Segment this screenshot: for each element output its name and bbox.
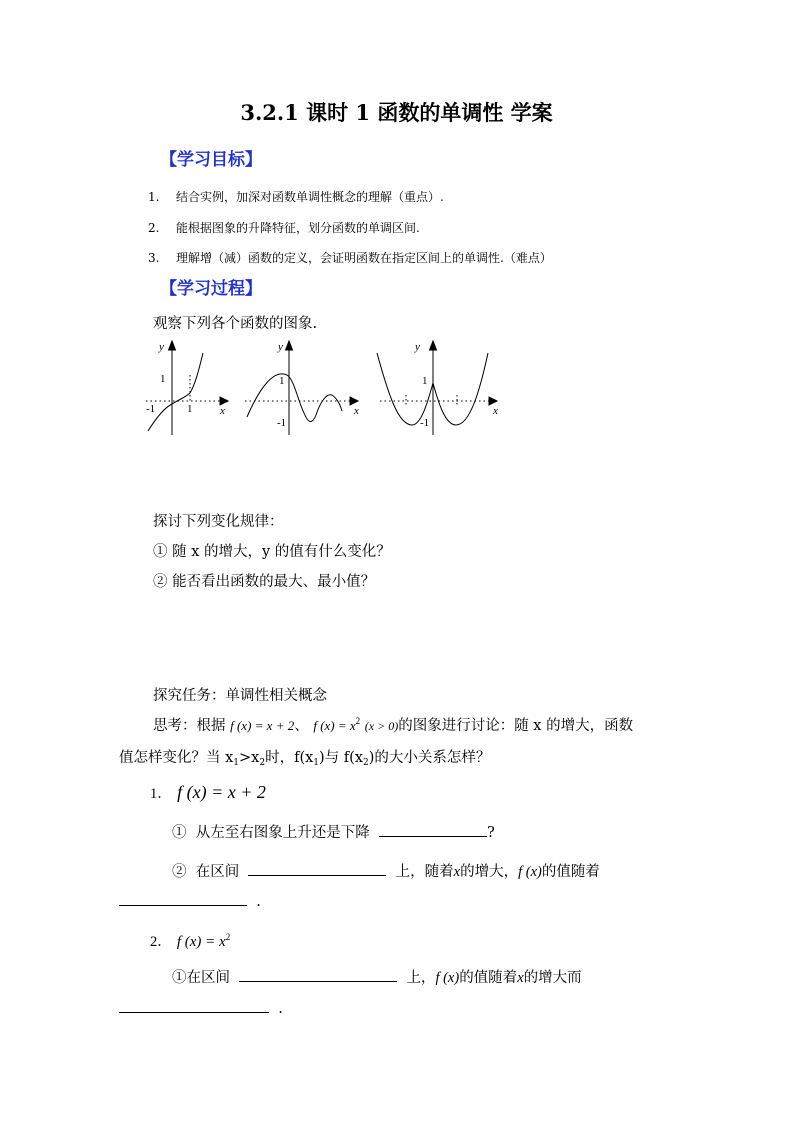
item-1-formula: f (x) = x + 2 <box>177 782 266 802</box>
period: . <box>278 1001 283 1017</box>
graph1-y-arrow <box>169 341 176 350</box>
question-text: 上，随着 <box>395 864 454 880</box>
subscript: 1 <box>233 758 240 768</box>
graph2-one-label: 1 <box>279 375 285 387</box>
objective-number: 2. <box>148 221 160 235</box>
item-2-question-1-continued <box>119 1000 283 1017</box>
graph1-neg-one-label: -1 <box>146 403 156 415</box>
function-graphs-figure <box>140 335 510 440</box>
graph3-x-label: x <box>493 405 498 417</box>
question-text: 在区间 <box>195 864 240 880</box>
objective-item <box>148 219 420 236</box>
think-formula-1: f (x) = x + 2 <box>230 718 295 733</box>
graph1-curve <box>148 353 203 431</box>
question-text: 的增大， <box>460 864 519 880</box>
answer-blank[interactable] <box>379 824 487 837</box>
graph1-x-one-label: 1 <box>187 403 193 415</box>
question-text: 的值随着 <box>541 864 600 880</box>
task-heading: 探究任务：单调性相关概念 <box>153 688 327 704</box>
objective-text: 结合实例，加深对函数单调性概念的理解（重点）. <box>176 190 444 204</box>
discuss-intro: 探讨下列变化规律： <box>153 514 284 530</box>
graph1-y-label: y <box>159 341 164 353</box>
question-text: 的值随着 <box>459 970 518 986</box>
graph1-x-arrow <box>220 397 228 405</box>
think-formula-2: f (x) = x <box>313 718 356 733</box>
item-1-question-1 <box>172 821 495 842</box>
subscript: 1 <box>313 758 320 768</box>
objective-item <box>148 249 552 266</box>
graph2-y-arrow <box>286 341 293 350</box>
item-1-heading <box>150 782 266 803</box>
graph2-x-arrow <box>350 397 358 405</box>
graph2-x-label: x <box>354 405 359 417</box>
question-1: ① 随 x 的增大，y 的值有什么变化？ <box>153 544 391 560</box>
think-line2-text: )的大小关系怎样？ <box>368 750 491 766</box>
think-line2-text: 时，f(x <box>265 750 314 766</box>
item-2-exp: 2 <box>225 932 231 942</box>
answer-blank[interactable] <box>248 863 386 876</box>
circled-two-mark: ② <box>172 864 187 880</box>
question-text: 从左至右图象上升还是下降 <box>195 825 370 841</box>
objective-text: 能根据图象的升降特征，划分函数的单调区间. <box>176 221 420 235</box>
item-2-question-1 <box>172 966 582 987</box>
graph3-one-label: 1 <box>422 375 428 387</box>
answer-blank[interactable] <box>119 1000 269 1013</box>
question-2: ② 能否看出函数的最大、最小值？ <box>153 574 376 590</box>
think-formula-2-exp: 2 <box>355 716 361 726</box>
answer-blank[interactable] <box>239 969 397 982</box>
graph2-y-label: y <box>278 341 283 353</box>
item-1-number: 1． <box>150 786 172 802</box>
question-text: 在区间 <box>186 970 230 986</box>
item-2-heading <box>150 930 230 951</box>
think-line-2 <box>119 746 490 768</box>
subscript: 2 <box>259 758 266 768</box>
item-2-number: 2． <box>150 934 172 950</box>
math-function: f (x) <box>518 864 542 880</box>
item-1-question-2 <box>172 860 600 881</box>
graph3-y-label: y <box>415 341 420 353</box>
think-middle: 的图象进行讨论：随 x 的增大，函数 <box>398 718 634 734</box>
graph1-x-label: x <box>220 405 225 417</box>
graph3-x-arrow <box>489 397 497 405</box>
objective-number: 3. <box>148 251 160 265</box>
page-title: 3.2.1 课时 1 函数的单调性 学案 <box>240 100 553 125</box>
answer-blank[interactable] <box>119 893 247 906</box>
circled-one-mark: ① <box>172 825 187 841</box>
think-line2-text: )与 f(x <box>319 750 363 766</box>
circled-one-mark: ① <box>172 970 187 986</box>
graph3-neg-one-label: -1 <box>420 417 430 429</box>
graph2-curve <box>247 374 342 422</box>
process-heading: 【学习过程】 <box>160 279 262 299</box>
graph2-neg-one-label: -1 <box>277 417 287 429</box>
question-end: ? <box>486 825 495 841</box>
question-text: 上， <box>406 970 436 986</box>
objective-number: 1. <box>148 190 160 204</box>
objectives-heading: 【学习目标】 <box>160 150 262 170</box>
think-separator: 、 <box>294 718 309 734</box>
math-variable: x <box>517 970 524 986</box>
math-function: f (x) <box>435 970 460 986</box>
think-line-1 <box>153 714 633 735</box>
period: . <box>256 894 261 910</box>
observe-text: 观察下列各个函数的图象. <box>153 316 318 332</box>
think-line2-text: 值怎样变化？当 x <box>119 750 234 766</box>
item-1-question-2-continued <box>119 893 261 910</box>
subscript: 2 <box>363 758 369 768</box>
objective-text: 理解增（减）函数的定义，会证明函数在指定区间上的单调性.（难点） <box>176 251 552 265</box>
think-formula-2-cond: (x > 0) <box>364 719 399 733</box>
math-variable: x <box>453 864 461 880</box>
think-line2-text: >x <box>239 750 260 766</box>
objective-item <box>148 188 444 205</box>
think-prefix: 思考：根据 <box>153 718 226 734</box>
item-2-formula: f (x) = x <box>176 934 226 950</box>
graph1-one-label: 1 <box>160 373 166 385</box>
graph3-y-arrow <box>430 341 437 350</box>
question-text: 的增大而 <box>523 970 582 986</box>
